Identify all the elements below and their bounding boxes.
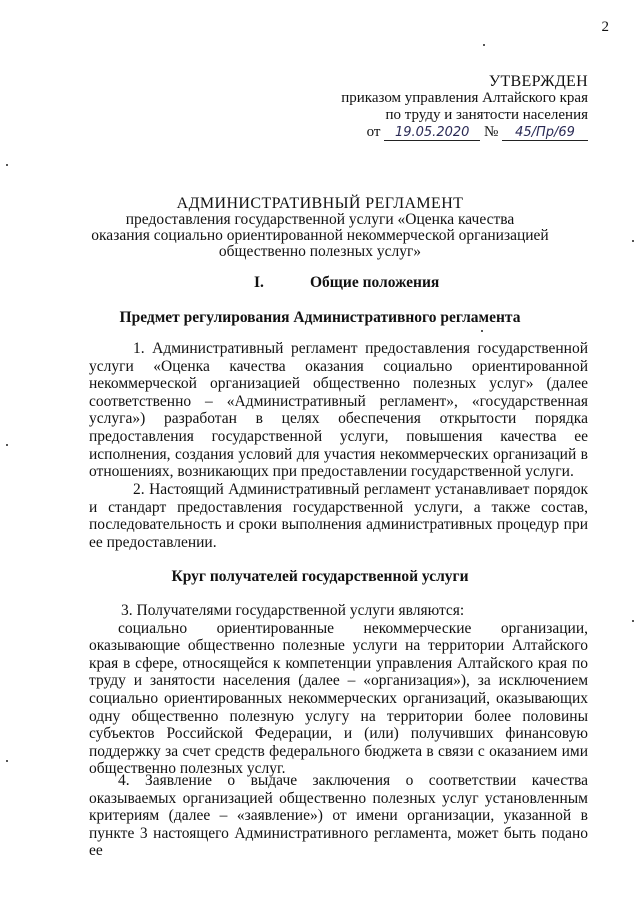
paragraph-3-block: [89, 602, 588, 778]
paragraph-4: 4. Заявление о выдаче заключения о соответствии качества оказываемых организацией общественно полезных услуг установленным критериям (далее – «заявление») от имени организации, указанной в пункте 3 настоящего Административного регламента, может быть подано ее: [89, 772, 588, 860]
scan-speck: [6, 760, 8, 762]
handwritten-order-number: 45/Пр/69: [502, 126, 588, 141]
scan-speck: [6, 164, 8, 166]
document-title: [0, 196, 640, 260]
document-title-line-1: предоставления государственной услуги «Оценка качества: [125, 211, 515, 228]
approval-title: УТВЕРЖДЕН: [488, 73, 588, 90]
section-heading: [254, 274, 439, 292]
scan-speck: [6, 444, 8, 446]
number-prefix: №: [483, 124, 499, 140]
paragraph-1: 1. Административный регламент предоставления государственной услуги «Оценка качества оказания социально ориентированной некоммерческой организацией общественно полезных услуг» (далее соответственно – «Административный регламент», «государственная услуга») разработан в целях обеспечения открытости порядка предоставления государственной услуги, повышения качества ее исполнения, создания условий для участия некоммерческих организаций в отношениях, возникающих при предоставлении государственной услуги.: [89, 340, 588, 481]
paragraph-3-body: социально ориентированные некоммерческие организации, оказывающие общественно полезные услуги на территории Алтайского края в сфере, относящейся к компетенции управления Алтайского края по труду и занятости населения (далее – «организация»), за исключением социально ориентированных некоммерческих организаций, оказывающих одну общественно полезную услугу на территории более половины субъектов Российской Федерации, и (или) получивших финансовую поддержку за счет средств федерального бюджета в связи с оказанием ими общественно полезных услуг.: [89, 619, 588, 778]
paragraph-2: 2. Настоящий Административный регламент устанавливает порядок и стандарт предоставления государственной услуги, а также состав, последовательность и сроки выполнения административных процедур при ее предоставлении.: [89, 481, 588, 551]
date-prefix: от: [366, 124, 381, 140]
page-number: 2: [601, 19, 609, 35]
subheading-subject: Предмет регулирования Административного регламента: [119, 309, 521, 326]
paragraph-4-block: [89, 772, 588, 860]
document-title-line-3: общественно полезных услуг»: [218, 243, 422, 260]
paragraph-1-block: [89, 340, 588, 481]
paragraph-2-block: [89, 481, 588, 551]
document-title-line-2: оказания социально ориентированной некоммерческой организацией: [91, 227, 549, 244]
handwritten-date: 19.05.2020: [384, 126, 480, 141]
section-number: I.: [254, 274, 264, 291]
subheading-recipients: Круг получателей государственной услуги: [171, 568, 469, 585]
scan-speck: [483, 44, 485, 46]
approval-date-line: [341, 124, 588, 141]
paragraph-3-lead: 3. Получателями государственной услуги являются:: [121, 602, 465, 619]
scan-speck: [632, 240, 634, 242]
scan-speck: [632, 620, 634, 622]
document-title-main: АДМИНИСТРАТИВНЫЙ РЕГЛАМЕНТ: [176, 195, 464, 212]
approval-line-2: по труду и занятости населения: [385, 107, 588, 123]
approval-stamp: [341, 73, 588, 141]
scan-speck: [481, 330, 483, 332]
section-title: Общие положения: [310, 274, 440, 291]
approval-line-1: приказом управления Алтайского края: [341, 90, 588, 106]
